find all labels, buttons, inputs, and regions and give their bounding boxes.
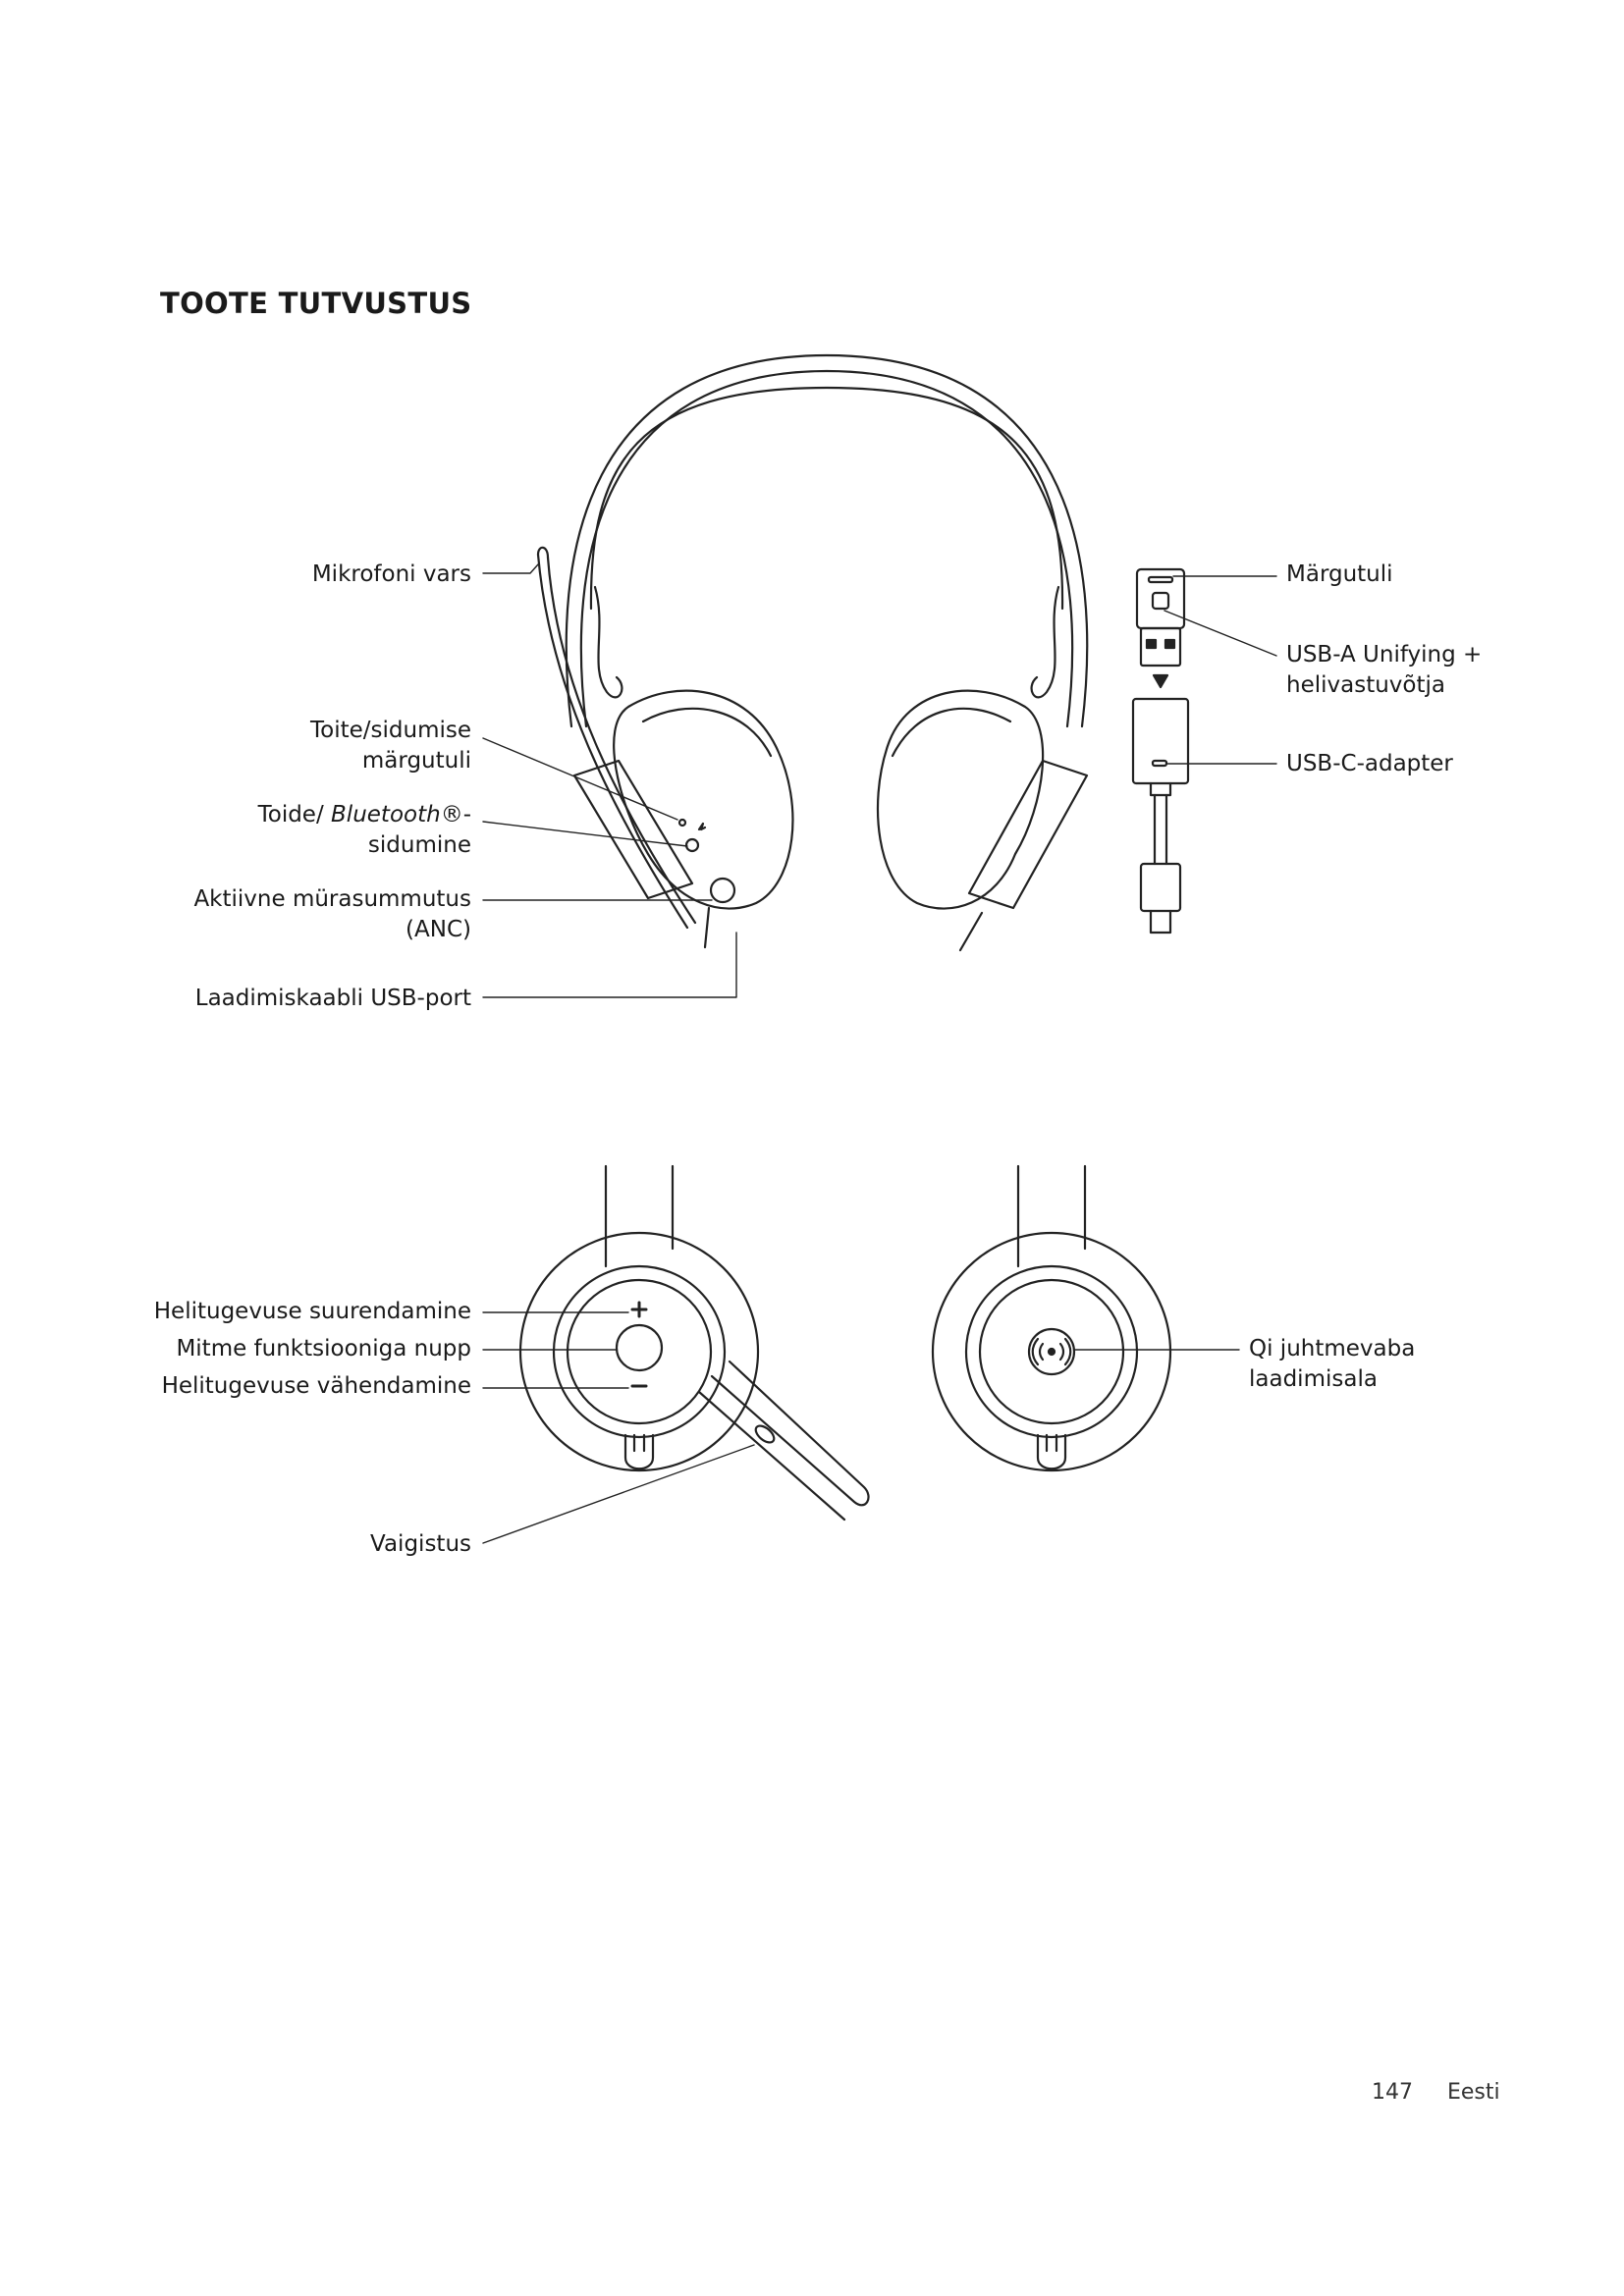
- label-anc: Aktiivne mürasummutus (ANC): [193, 886, 471, 942]
- label-status-led: Märgutuli: [1286, 561, 1393, 587]
- label-power-pairing-led: Toite/sidumise märgutuli: [310, 718, 471, 774]
- page-title: TOOTE TUTVUSTUS: [160, 287, 472, 320]
- front-right-earcup-illustration: [933, 1166, 1170, 1470]
- right-earcup-illustration: [878, 691, 1087, 950]
- label-mic-arm: Mikrofoni vars: [311, 561, 471, 587]
- usb-receiver-illustration: [1137, 569, 1184, 687]
- page-number: 147: [1372, 2080, 1413, 2105]
- usb-c-adapter-illustration: [1133, 699, 1188, 933]
- left-earcup-illustration: [538, 548, 792, 947]
- label-usb-c-adapter: USB-C-adapter: [1286, 751, 1453, 776]
- label-usb-receiver: USB-A Unifying + helivastuvõtja: [1286, 642, 1483, 698]
- headband-illustration: [567, 355, 1087, 726]
- label-usb-port: Laadimiskaabli USB-port: [194, 986, 471, 1011]
- page-language: Eesti: [1447, 2080, 1500, 2105]
- label-power-bluetooth: Toide/ Bluetooth®- sidumine: [257, 802, 471, 858]
- label-volume-up: Helitugevuse suurendamine: [153, 1299, 471, 1324]
- label-multi-function-button: Mitme funktsiooniga nupp: [176, 1336, 471, 1362]
- label-qi-charging-area: Qi juhtmevaba laadimisala: [1249, 1336, 1416, 1392]
- bottom-leader-lines: [483, 1312, 1239, 1543]
- label-mute: Vaigistus: [370, 1531, 471, 1557]
- label-volume-down: Helitugevuse vähendamine: [161, 1373, 471, 1399]
